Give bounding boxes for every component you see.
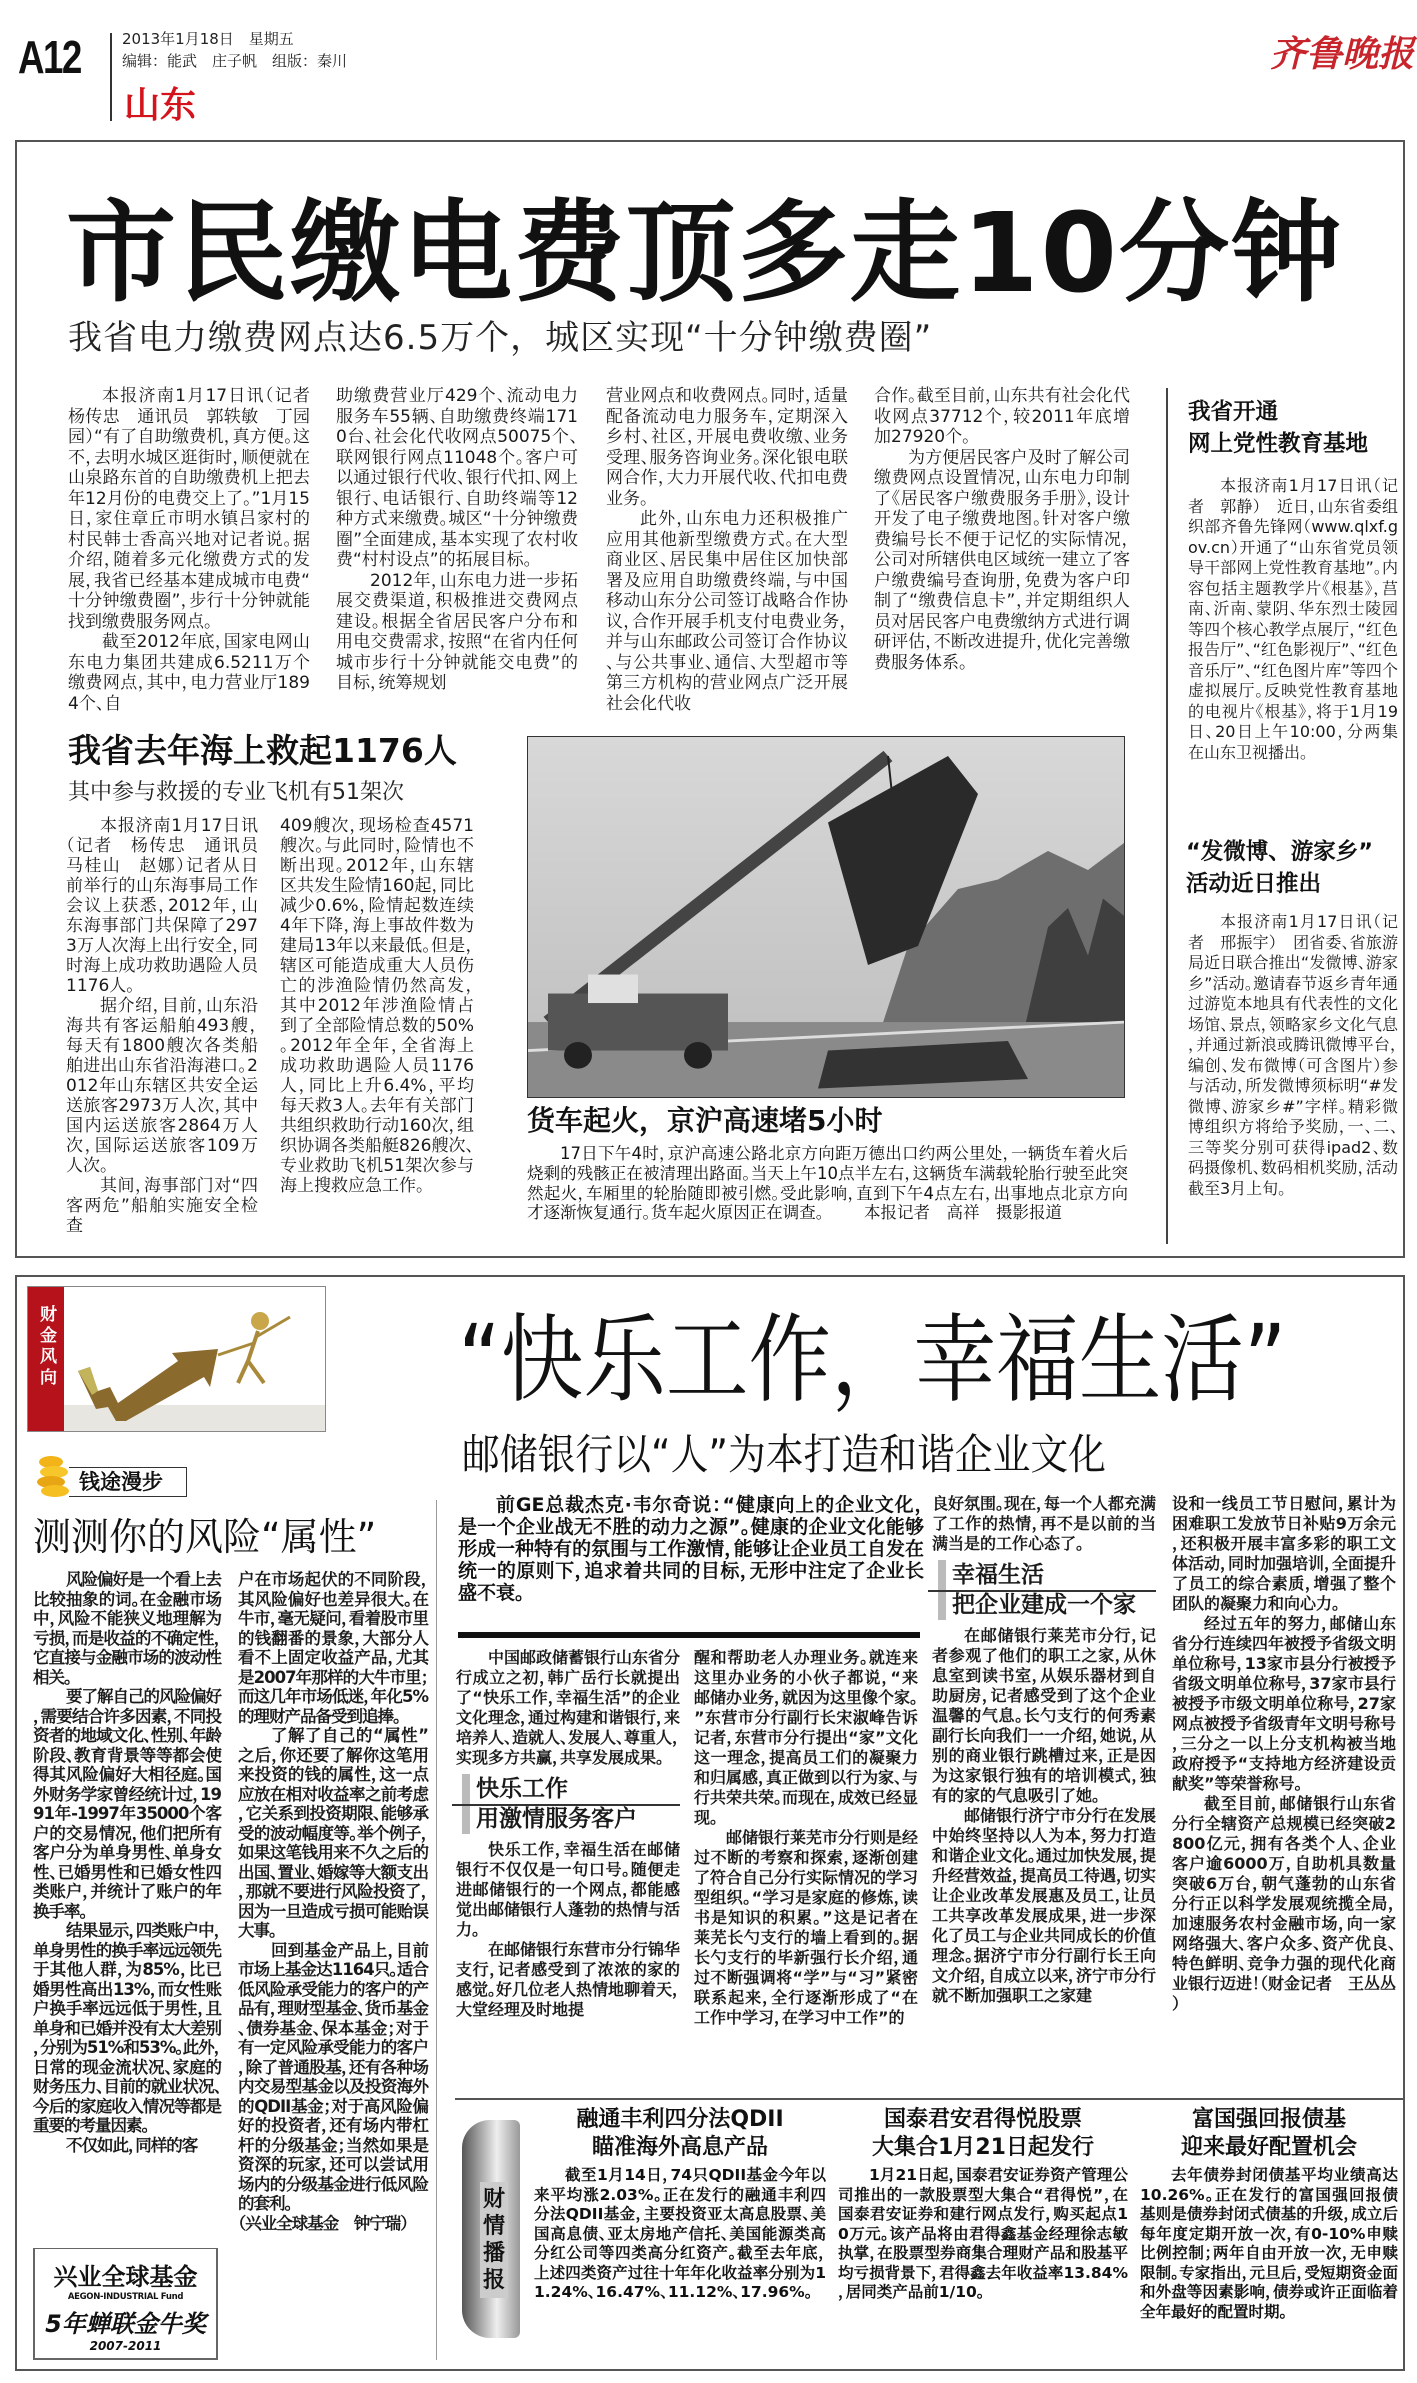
paragraph: 结果显示，四类账户中，单身男性的换手率远远领先于其他人群，为85%，比已婚男性高出13%，而女性账户换手率远远低于男性，且单身和已婚并没有太大差别，分别为51%和53%。此外，日常的现金流状况、家庭的财务压力、目前的就业状况、今后的家庭收入情况等都是重要的考量因素。 xyxy=(33,1921,221,2135)
postbank-column-4 xyxy=(1172,1494,1396,2014)
paragraph: 设和一线员工节日慰问，累计为困难职工发放节日补贴9万余元，还积极开展丰富多彩的职工文体活动，同时加强培训，全面提升了员工的综合素质，增强了整个团队的凝聚力和向心力。 xyxy=(1172,1494,1397,1613)
paragraph: 据介绍，目前，山东沿海共有客运船舶493艘，每天有1800艘次各类船舶进出山东省沿海港口。2012年山东辖区共安全运送旅客2973万人次，其中国内运送旅客2864万人次，国际运送旅客109万人次。 xyxy=(66,996,258,1176)
paragraph: 不仅如此，同样的客 xyxy=(66,2135,198,2155)
paragraph: 截至目前，邮储银行山东省分行全辖资产总规模已经突破2800亿元，拥有各类个人、企业客户逾6000万，自助机具数量突破6万台，朝气蓬勃的山东省分行正以科学发展观统揽全局，加速服务农村金融市场，向一家网络强大、客户众多、资产优良、特色鲜明、竞争力强的现代化商业银行迈进！（财金记者 王丛丛） xyxy=(1172,1794,1397,2013)
heading-rule xyxy=(452,1804,680,1806)
paragraph: 在邮储银行东营市分行锦华支行，记者感受到了浓浓的家的感觉。好几位老人热情地聊着天，大堂经理及时地提 xyxy=(456,1940,681,2019)
paragraph: 邮储银行济宁市分行在发展中始终坚持以人为本，努力打造和谐企业文化。通过加快发展，提升经营效益，提高员工待遇，切实让企业改革发展惠及员工，让员工共享改革发展成果，进一步深化了员工与企业共同成长的价值理念。据济宁市分行副行长王向文介绍，自成立以来，济宁市分行就不断加强职工之家建 xyxy=(932,1806,1157,2005)
postbank-headline: “快乐工作，幸福生活” xyxy=(458,1304,1287,1416)
editor-credits: 编辑：能武 庄子帆 组版：秦川 xyxy=(122,52,348,70)
title-line: “发微博、游家乡” xyxy=(1186,839,1374,865)
postbank-column-3 xyxy=(932,1494,1156,2006)
rescue-subheadline: 其中参与救援的专业飞机有51架次 xyxy=(68,780,404,805)
paragraph: 助缴费营业厅429个、流动电力服务车55辆、自助缴费终端1710台、社会化代收网点50075个、联网银行网点11048个。客户可以通过银行代收、银行代扣、网上银行、电话银行、自助终端等12种方式来缴费。城区“十分钟缴费圈”全面建成，基本实现了农村收费“村村设点”的拓展目标。 xyxy=(336,386,578,570)
column-kicker xyxy=(69,1467,187,1497)
paragraph: 户在市场起伏的不同阶段，其风险偏好也差异很大。在牛市，毫无疑问，看着股市里的钱翻番的景象，大部分人看不上固定收益产品，尤其是2007年那样的大牛市里；而这几年市场低迷，年化5%的理财产品备受到追捧。 xyxy=(238,1570,428,1726)
ad-award: 5年蝉联金牛奖 xyxy=(45,2310,206,2338)
sidebar-divider xyxy=(1166,388,1168,1244)
title-line: 融通丰利四分法QDII xyxy=(576,2107,784,2132)
ad-brand-en: AEGON-INDUSTRIAL Fund xyxy=(67,2292,184,2302)
brief-title xyxy=(838,2106,1128,2162)
section-heading-happy-work xyxy=(456,1774,680,1834)
title-line: 大集合1月21日起发行 xyxy=(872,2135,1094,2160)
finance-column-divider xyxy=(436,1500,437,2360)
paragraph: 良好氛围。现在，每一个人都充满了工作的热情，再不是以前的当满当是的工作心态了。 xyxy=(932,1494,1157,1553)
paragraph: 截至2012年底，国家电网山东电力集团共建成6.5211万个缴费网点，其中，电力营业厅1894个、自 xyxy=(68,632,310,714)
photo-credit: 本报记者 高祥 摄影报道 xyxy=(864,1203,1062,1223)
lead-rule xyxy=(458,1632,920,1638)
paragraph: 快乐工作，幸福生活在邮储银行不仅仅是一句口号。随便走进邮储银行的一个网点，都能感觉出邮储银行人蓬勃的热情与活力。 xyxy=(456,1840,681,1939)
paragraph: 本报济南1月17日讯（记者 杨传忠 通讯员 郭轶敏 丁园园）“有了自助缴费机，真方便。这不，去明水城区逛街时，顺便就在山泉路东首的自助缴费机上把去年12月份的电费交上了。”1月15日，家住章丘市明水镇吕家村的村民韩士香高兴地对记者说。据介绍，随着多元化缴费方式的发展，我省已经基本建成城市电费“十分钟缴费圈”，步行十分钟就能找到缴费服务网点。 xyxy=(68,386,327,632)
paragraph: 其间，海事部门对“四客两危”船舶实施安全检查 xyxy=(66,1176,258,1236)
brief-title xyxy=(534,2106,826,2162)
postbank-lead xyxy=(458,1494,924,1604)
paragraph: 合作。截至目前，山东共有社会化代收网点37712个，较2011年底增加27920个。 xyxy=(874,386,1130,447)
brief-body xyxy=(534,2166,826,2303)
section-title: 山东 xyxy=(124,85,197,126)
finance-column-badge xyxy=(27,1286,326,1432)
masthead-meta xyxy=(122,28,347,72)
paragraph: 409艘次，现场检查4571艘次。与此同时，险情也不断出现。2012年，山东辖区共发生险情160起，同比减少0.6%，险情起数连续4年下降，海上事故件数为建局13年以来最低。但是，辖区可能造成重大人员伤亡的涉渔险情仍然高发，其中2012年涉渔险情占到了全部险情总数的50%。2012年全年，全省海上成功救助遇险人员1176人，同比上升6.4%，平均每天救3人。去年有关部门共组织救助行动160次，组织协调各类船艇826艘次、专业救助飞机51架次参与海上搜救应急工作。 xyxy=(280,816,474,1196)
brief-item xyxy=(838,2106,1128,2303)
heading-line: 快乐工作 xyxy=(476,1776,568,1802)
badge-label: 财金风向 xyxy=(36,1305,56,1389)
lead-subheadline: 我省电力缴费网点达6.5万个，城区实现“十分钟缴费圈” xyxy=(68,318,933,358)
lead-headline: 市民缴电费顶多走10分钟 xyxy=(66,189,1344,317)
title-line: 富国强回报债基 xyxy=(1191,2107,1346,2132)
coin-stack-icon xyxy=(36,1454,70,1498)
paragraph: 中国邮政储蓄银行山东省分行成立之初，韩广岳行长就提出了“快乐工作，幸福生活”的企业文化理念，通过构建和谐银行，来培养人、造就人、发展人、尊重人，实现多方共赢，共享发展成果。 xyxy=(456,1648,681,1767)
title-line: 网上党性教育基地 xyxy=(1188,431,1369,457)
sidebar-1-body xyxy=(1188,476,1398,763)
ribbon-label: 财情播报 xyxy=(480,2182,508,2298)
page-number: A12 xyxy=(18,31,81,83)
photo-headline: 货车起火，京沪高速堵5小时 xyxy=(527,1104,883,1137)
paragraph: 营业网点和收费网点。同时，适量配备流动电力服务车，定期深入乡村、社区，开展电费收缴、业务受理、服务咨询业务。深化银电联网合作，大力开展代收、代扣电费业务。 xyxy=(606,386,848,509)
badge-red-strip xyxy=(28,1287,64,1431)
title-line: 迎来最好配置机会 xyxy=(1180,2135,1357,2160)
issue-date: 2013年1月18日 星期五 xyxy=(122,30,294,48)
sidebar-2-body xyxy=(1188,912,1398,1199)
paragraph: 醒和帮助老人办理业务。就连来这里办业务的小伙子都说，“来邮储办业务，就因为这里像个家。”东营市分行副行长宋淑峰告诉记者，东营市分行提出“家”文化这一理念，提高员工们的凝聚力和归属感，真正做到以行为家、与行共荣共荣。而现在，成效已经显现。 xyxy=(694,1648,919,1827)
paragraph: 在邮储银行莱芜市分行，记者参观了他们的职工之家，从休息室到读书室，从娱乐器材到自助厨房，记者感受到了这个企业温馨的气息。长勺支行的何秀素副行长向我们一一介绍，她说，从别的商业银行跳槽过来，正是因为这家银行独有的培训模式，独有的家的气息吸引了她。 xyxy=(932,1626,1157,1805)
paragraph: 本报济南1月17日讯（记者 邢振宇） 团省委、省旅游局近日联合推出“发微博、游家乡”活动。邀请春节返乡青年通过游览本地具有代表性的文化场馆、景点，领略家乡文化气息，并通过新浪或腾讯微博平台，编创、发布微博（可含图片）参与活动，所发微博须标明“#发微博、游家乡#”字样。精彩微博组织方将给予奖励，一、二、三等奖分别可获得ipad2、数码摄像机、数码相机奖励，活动截至3月上旬。 xyxy=(1188,912,1398,1198)
paragraph: 本报济南1月17日讯（记者 杨传忠 通讯员 马桂山 赵娜）记者从日前举行的山东海事局工作会议上获悉，2012年，山东海事部门共保障了2973万人次海上出行安全，同时海上成功救助遇险人员1176人。 xyxy=(66,816,275,996)
heading-rule xyxy=(928,1590,1156,1592)
briefs-ribbon xyxy=(462,2120,520,2338)
paragraph: 经过五年的努力，邮储山东省分行连续四年被授予省级文明单位称号，13家市县分行被授予省级文明单位称号，37家市县行被授予市级文明单位称号，27家网点被授予省级青年文明号称号，三分之一以上分支机构被当地政府授予“支持地方经济建设贡献奖”等荣誉称号。 xyxy=(1172,1614,1397,1793)
caption-text: 17日下午4时，京沪高速公路北京方向距万德出口约两公里处，一辆货车着火后烧剩的残骸正在被清理出路面。当天上午10点半左右，这辆货车满载轮胎行驶至此突然起火，车厢里的轮胎随即被引燃。受此影响，直到下午4点左右，出事地点北京方向才逐渐恢复通行。货车起火原因正在调查。 xyxy=(527,1144,1128,1223)
photo-caption xyxy=(527,1144,1128,1223)
rescue-column-2 xyxy=(280,816,474,1196)
paragraph: 风险偏好是一个看上去比较抽象的词。在金融市场中，风险不能狭义地理解为亏损，而是收益的不确定性，它直接与金融市场的波动性相关。 xyxy=(33,1570,221,1687)
title-line: 国泰君安君得悦股票 xyxy=(883,2107,1082,2132)
brief-body xyxy=(838,2166,1128,2303)
newspaper-logo: 齐鲁晚报 xyxy=(1270,33,1415,75)
paragraph: 此外，山东电力还积极推广应用其他新型缴费方式。在大型商业区、居民集中居住区加快部署及应用自助缴费终端，与中国移动山东分公司签订战略合作协议，合作开展手机支付电费业务，并与山东邮政公司签订合作协议、与公共事业、通信、大型超市等第三方机构的营业网点广泛开展社会化代收 xyxy=(606,509,848,714)
kicker-label: 钱途漫步 xyxy=(79,1470,163,1494)
risk-column-2 xyxy=(238,1570,428,2233)
section-heading-happy-life xyxy=(932,1560,1156,1620)
masthead-divider xyxy=(110,33,112,121)
lead-column-4 xyxy=(874,386,1130,673)
paragraph: 要了解自己的风险偏好，需要结合许多因素，不同投资者的地域文化、性别、年龄阶段、教育背景等等都会使得其风险偏好大相径庭。国外财务学家曾经统计过，1991年-1997年35000个客户的交易情况，他们把所有客户分为单身男性、单身女性、已婚男性和已婚女性四类账户，并统计了账户的年换手率。 xyxy=(33,1687,221,1921)
brief-title xyxy=(1140,2106,1398,2162)
sidebar-1-title xyxy=(1188,396,1398,460)
rising-arrow-figure-icon xyxy=(68,1291,324,1427)
byline: （兴业全球基金 钟宁瑞） xyxy=(238,2213,408,2233)
paragraph: 为方便居民客户及时了解公司缴费网点设置情况，山东电力印制了《居民客户缴费服务手册》，设计开发了电子缴费地图。针对客户缴费编号长不便于记忆的实际情况，公司对所辖供电区域统一建立了客户缴费编号查询册，免费为客户印制了“缴费信息卡”，并定期组织人员对居民客户电费缴纳方式进行调研评估，不断改进提升，优化完善缴费服务体系。 xyxy=(874,447,1130,673)
lead-column-2 xyxy=(336,386,578,694)
risk-headline: 测测你的风险“属性” xyxy=(33,1515,377,1559)
heading-line: 幸福生活 xyxy=(952,1562,1044,1588)
paragraph: 1月21日起，国泰君安证券资产管理公司推出的一款股票型大集合“君得悦”，在国泰君安证券和建行网点发行，购买起点10万元。该产品将由君得鑫基金经理徐志敏执掌，在股票型券商集合理财产品和股基平均亏损背景下，君得鑫去年收益率13.84%，居同类产品前1/10。 xyxy=(838,2166,1128,2301)
rescue-headline: 我省去年海上救起1176人 xyxy=(68,731,457,770)
ad-brand: 兴业全球基金 xyxy=(53,2263,198,2291)
lead-column-1 xyxy=(68,386,327,714)
postbank-column-1 xyxy=(456,1648,680,2020)
sidebar-2-title xyxy=(1186,836,1398,900)
ad-years: 2007-2011 xyxy=(89,2339,162,2353)
heading-line: 用激情服务客户 xyxy=(476,1806,637,1832)
paragraph: 回到基金产品上，目前市场上基金达1164只。适合低风险承受能力的客户的产品有，理财型基金、货币基金、债券基金、保本基金；对于有一定风险承受能力的客户，除了普通股基，还有各种场内交易型基金以及投资海外的QDII基金；对于高风险偏好的投资者，还有场内带杠杆的分级基金；当然如果是资深的玩家，还可以尝试用场内的分级基金进行低风险的套利。 xyxy=(238,1940,428,2213)
news-photo-truck-fire xyxy=(527,736,1125,1098)
paragraph: 前GE总裁杰克·韦尔奇说：“健康向上的企业文化，是一个企业战无不胜的动力之源”。健康的企业文化能够形成一种特有的氛围与工作激情，能够让企业员工自发在统一的原则下，追求着共同的目标，无形中注定了企业长盛不衰。 xyxy=(458,1494,924,1604)
title-line: 瞄准海外高息产品 xyxy=(591,2135,768,2160)
lead-column-3 xyxy=(606,386,848,714)
paragraph: 2012年，山东电力进一步拓展交费渠道，积极推进交费网点建设。根据全省居民客户分布和用电交费需求，按照“在省内任何城市步行十分钟就能交电费”的目标，统筹规划 xyxy=(336,570,578,693)
paragraph: 本报济南1月17日讯（记者 郭静） 近日，山东省委组织部齐鲁先锋网（www.qlxf.gov.cn）开通了“山东省党员领导干部网上党性教育基地”。内容包括主题教学片《根基》，莒南、沂南、蒙阴、华东烈士陵园等四个核心教学点展厅，“红色报告厅”、“红色影视厅”、“红色音乐厅”、“红色图片库”等四个虚拟展厅。反映党性教育基地的电视片《根基》，将于1月19日、20日上午10:00，分两集在山东卫视播出。 xyxy=(1188,476,1398,762)
fund-ad xyxy=(33,2248,218,2360)
postbank-column-2 xyxy=(694,1648,918,2028)
title-line: 我省开通 xyxy=(1188,399,1279,425)
paragraph: 截至1月14日，74只QDII基金今年以来平均涨2.03%。正在发行的融通丰利四分法QDII基金，主要投资亚太高息股票、美国高息债、亚太房地产信托、美国能源类高分红公司等四类高分红资产。截至去年底，上述四类资产过往十年年化收益率分别为11.24%、16.47%、11.12%、17.96%。 xyxy=(534,2166,826,2301)
postbank-subheadline: 邮储银行以“人”为本打造和谐企业文化 xyxy=(462,1430,1106,1479)
paragraph: 去年债券封闭债基平均业绩高达10.26%。正在发行的富国强回报债基则是债券封闭式债基的升级，成立后每年度定期开放一次，有0-10%申赎比例控制；两年自由开放一次，无申赎限制。专家指出，元旦后，受短期资金面和外盘等因素影响，债券或许正面临着全年最好的配置时期。 xyxy=(1140,2166,1398,2321)
title-line: 活动近日推出 xyxy=(1186,871,1322,897)
paragraph: 邮储银行莱芜市分行则是经过不断的考察和探索，逐渐创建了符合自己分行实际情况的学习型组织。“学习是家庭的修炼，读书是知识的积累。”这是记者在莱芜长勺支行的墙上看到的。据长勺支行的毕新强行长介绍，通过不断强调将“学”与“习”紧密联系起来，全行逐渐形成了“在工作中学习，在学习中工作”的 xyxy=(694,1828,919,2027)
rescue-column-1 xyxy=(66,816,275,1236)
paragraph: 了解了自己的“属性”之后，你还要了解你这笔用来投资的钱的属性，这一点应放在相对收益率之前考虑，它关系到投资期限、能够承受的波动幅度等。举个例子，如果这笔钱用来不久之后的出国、置业、婚嫁等大额支出，那就不要进行风险投资了，因为一旦造成亏损可能贻误大事。 xyxy=(238,1726,428,1940)
heading-line: 把企业建成一个家 xyxy=(952,1592,1136,1618)
risk-column-1 xyxy=(33,1570,221,2155)
brief-body xyxy=(1140,2166,1398,2322)
brief-item xyxy=(534,2106,826,2303)
brief-item xyxy=(1140,2106,1398,2322)
